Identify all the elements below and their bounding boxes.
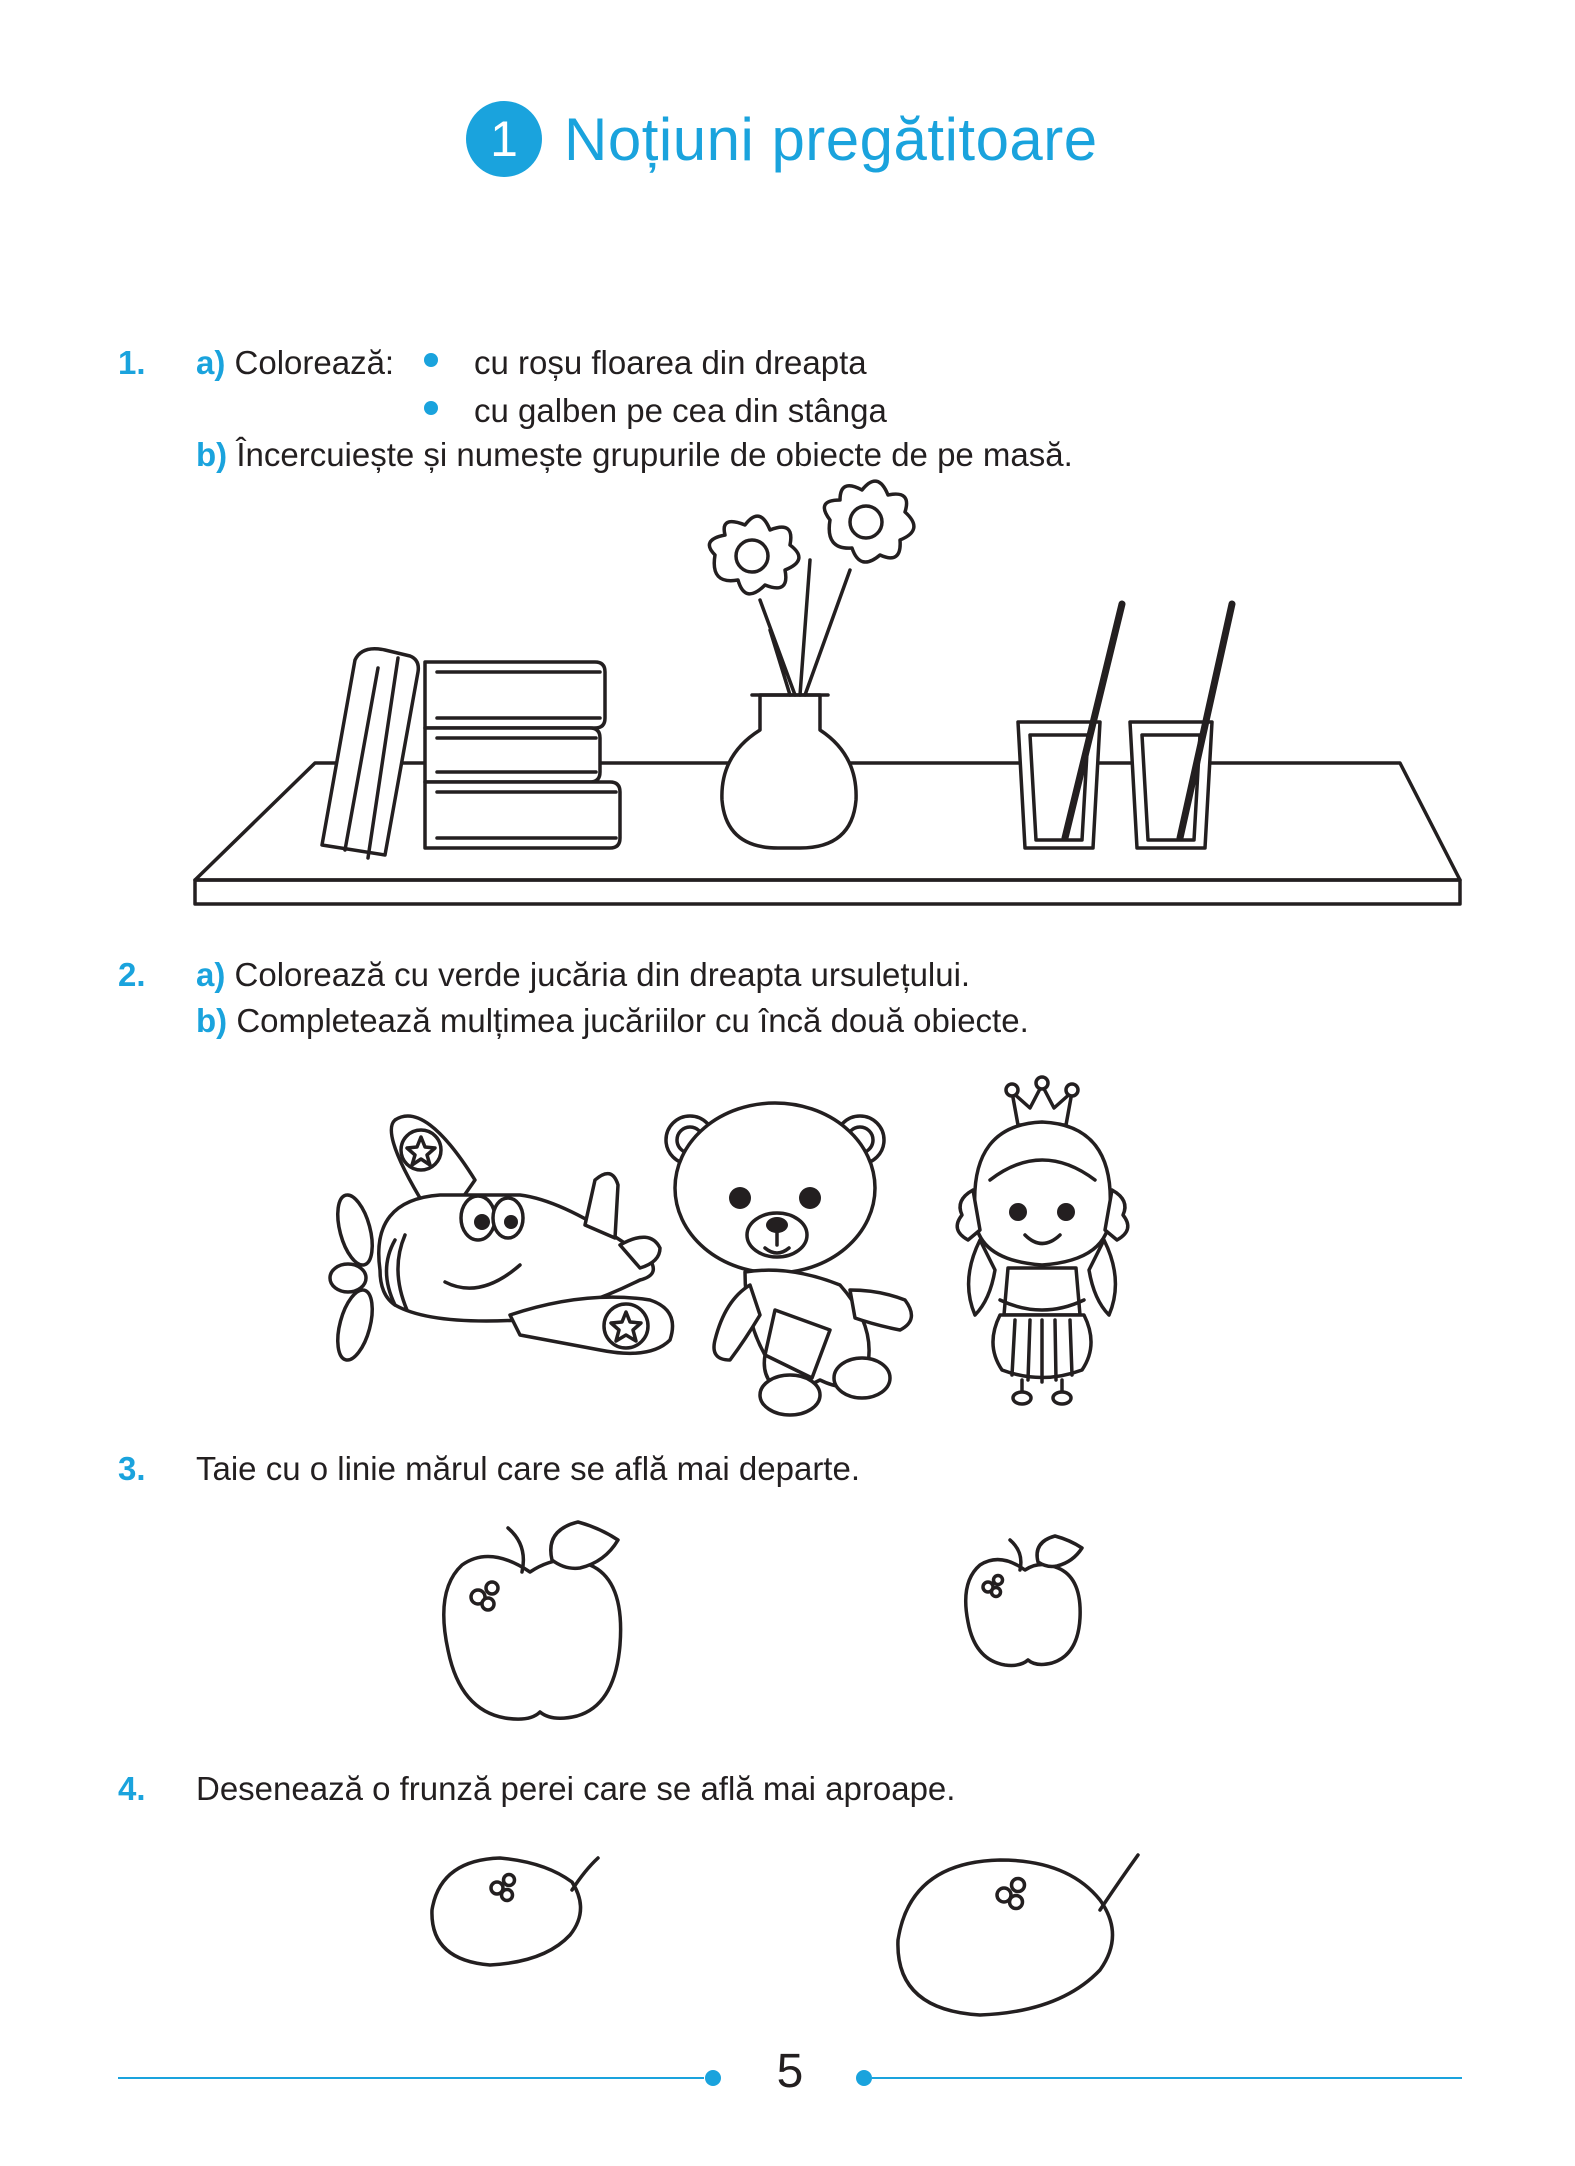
exercise-1-part-b-label: b) (196, 436, 228, 473)
chapter-number-badge: 1 (466, 101, 542, 177)
exercise-1-part-b-text: Încercuiește și numește grupurile de obiecte de pe masă. (236, 436, 1073, 473)
exercise-1-part-a-text: Colorează: (234, 344, 395, 381)
exercise-1-bullet-1: cu roșu floarea din dreapta (474, 344, 867, 381)
exercise-2-part-a-text: Colorează cu verde jucăria din dreapta ursulețului. (234, 956, 971, 993)
footer-dot-right (856, 2070, 872, 2086)
pear-icon (898, 1855, 1138, 2015)
exercise-1-part-a-label: a) (196, 344, 226, 381)
exercise-2-part-b-label: b) (196, 1002, 228, 1039)
exercise-2-part-a-label: a) (196, 956, 226, 993)
exercise-3-text: Taie cu o linie mărul care se află mai departe. (196, 1450, 860, 1487)
footer-divider-left (118, 2077, 704, 2079)
exercise-2-part-b-text: Completează mulțimea jucăriilor cu încă două obiecte. (236, 1002, 1029, 1039)
footer-dot-left (705, 2070, 721, 2086)
exercise-1-bullet-2: cu galben pe cea din stânga (474, 392, 887, 429)
exercise-4-number: 4. (118, 1770, 146, 1807)
exercise-1-number: 1. (118, 344, 146, 381)
pear-icon (432, 1858, 598, 1965)
page-number: 5 (776, 2045, 804, 2098)
exercise-2-number: 2. (118, 956, 146, 993)
page-title: Noțiuni pregătitoare (564, 105, 1098, 173)
footer-divider-right (872, 2077, 1462, 2079)
exercise-3-number: 3. (118, 1450, 146, 1487)
exercise-4-text: Desenează o frunză perei care se află mai aproape. (196, 1770, 956, 1807)
